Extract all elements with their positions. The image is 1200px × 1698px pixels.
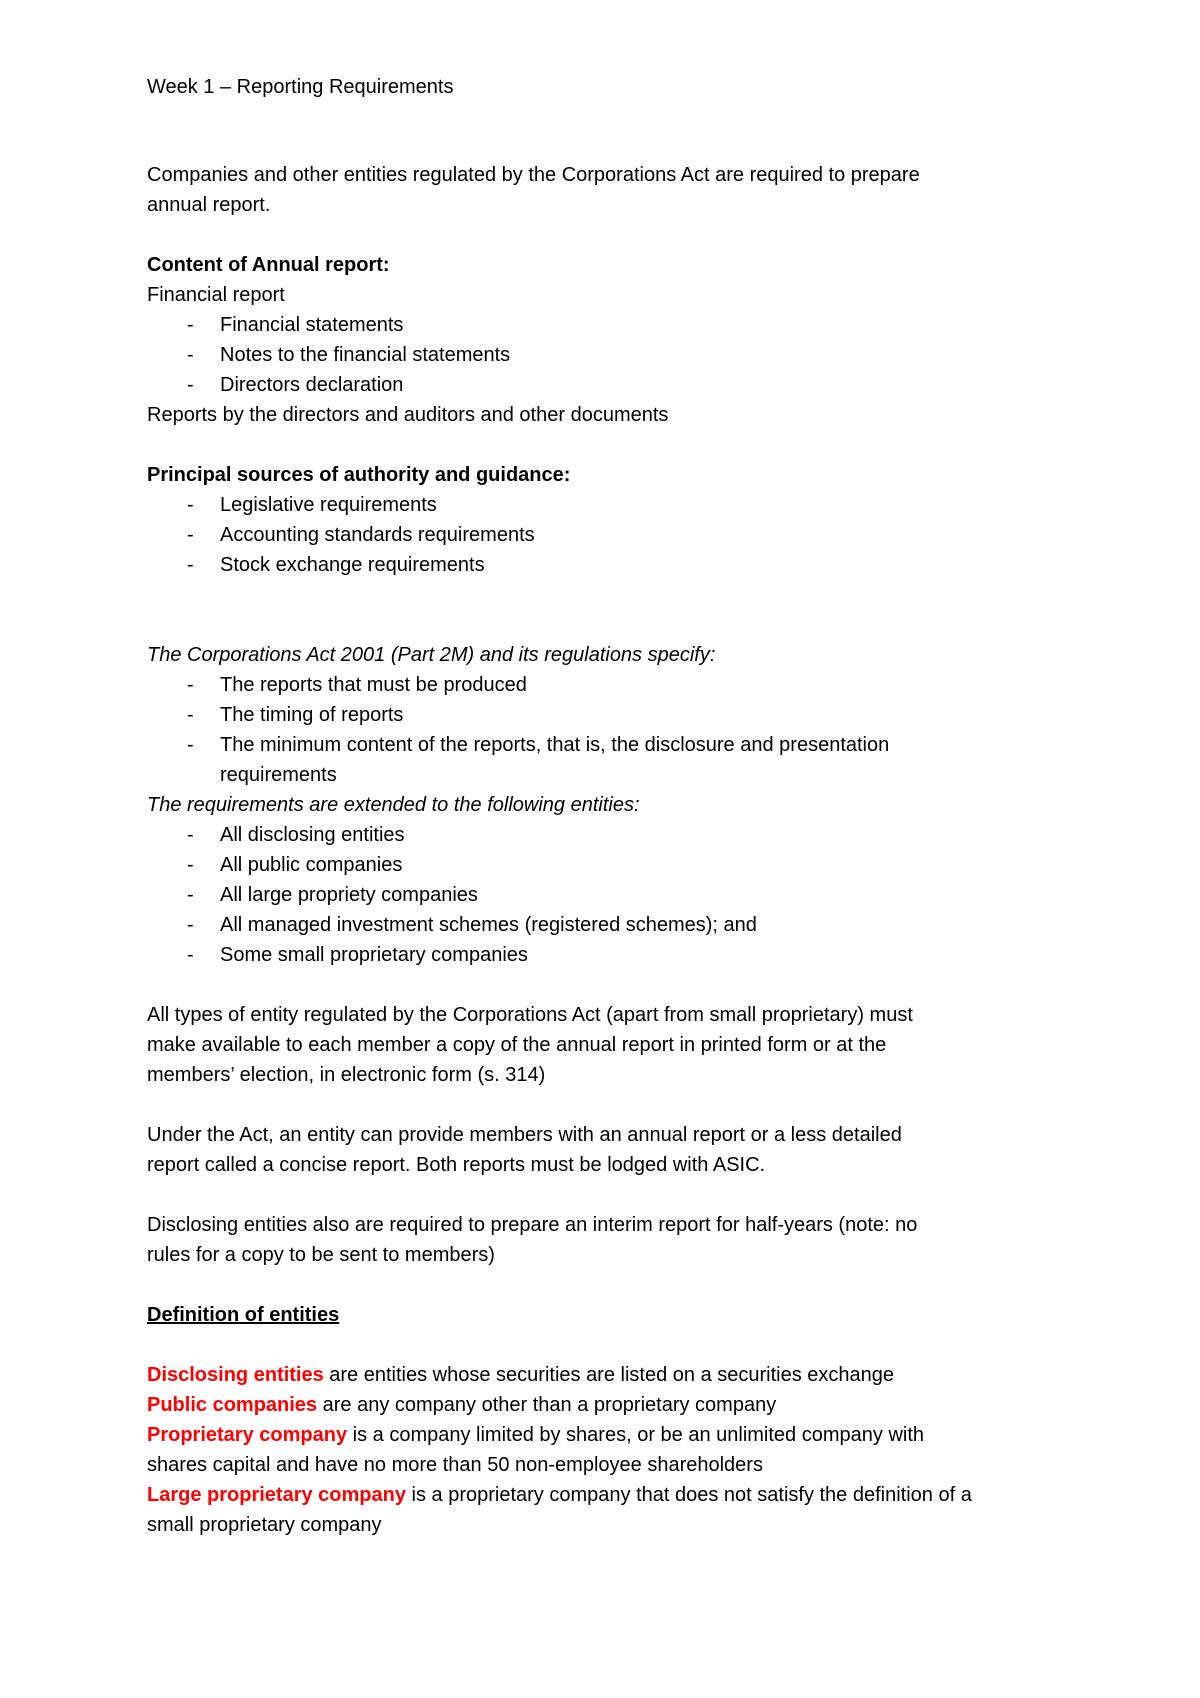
bullet-dash: - (187, 854, 194, 876)
bullet-dash: - (187, 914, 194, 936)
bullet-dash: - (187, 824, 194, 846)
bullet-dash: - (187, 524, 194, 546)
extended-heading: The requirements are extended to the following entities: (147, 794, 640, 816)
bullet-dash: - (187, 494, 194, 516)
intro-line-2: annual report. (147, 194, 271, 216)
paragraph-line: Under the Act, an entity can provide members with an annual report or a less detailed (147, 1124, 902, 1146)
sources-heading: Principal sources of authority and guidance: (147, 464, 571, 486)
definition-term: Public companies (147, 1394, 318, 1416)
bullet-dash: - (187, 884, 194, 906)
bullet-dash: - (187, 704, 194, 726)
bullet-dash: - (187, 734, 194, 756)
definition-text: are any company other than a proprietary company (317, 1394, 777, 1416)
paragraph-line: members’ election, in electronic form (s. 314) (147, 1064, 546, 1086)
definition-continuation: shares capital and have no more than 50 non-employee shareholders (147, 1454, 763, 1476)
bullet-dash: - (187, 674, 194, 696)
definition-term: Disclosing entities (147, 1364, 324, 1386)
paragraph-line: rules for a copy to be sent to members) (147, 1244, 495, 1266)
bullet-dash: - (187, 554, 194, 576)
bullet-dash: - (187, 374, 194, 396)
paragraph-line: All types of entity regulated by the Corporations Act (apart from small proprietary) must (147, 1004, 913, 1026)
reports-line: Reports by the directors and auditors and other documents (147, 404, 669, 426)
paragraph-line: Disclosing entities also are required to prepare an interim report for half-years (note: no (147, 1214, 918, 1236)
definition-text: are entities whose securities are listed on a securities exchange (323, 1364, 895, 1386)
act-heading: The Corporations Act 2001 (Part 2M) and its regulations specify: (147, 644, 716, 666)
financial-report-label: Financial report (147, 284, 285, 306)
document-title: Week 1 – Reporting Requirements (147, 76, 454, 98)
bullet-dash: - (187, 944, 194, 966)
definition-text: is a company limited by shares, or be an unlimited company with (347, 1424, 925, 1446)
definition-term: Large proprietary company (147, 1484, 406, 1506)
bullet-dash: - (187, 344, 194, 366)
definition-disclosing-entities (147, 1360, 894, 1390)
document-page: Week 1 – Reporting Requirements Companies and other entities regulated by the Corporations Act are required to prepare annual report. Content of Annual report: Financial report - Financial statements - Notes to the financial statements - Directors declaration Reports by the directors and auditors and other documents Principal sources of authority and guidance: - Legislative requirements - Accounting standards requirements - Stock exchange requirements The Corporations Act 2001 (Part 2M) and its regulations specify: - The reports that must be produced - The timing of reports - The minimum content of the reports, that is, the disclosure and presentation requirements The requirements are extended to the following entities: - All disclosing entities - All public companies - All large propriety companies - All managed investment schemes (registered schemes); and - Some small proprietary companies All types of entity regulated by the Corporations Act (apart from small proprietary) must make available to each member a copy of the annual report in printed form or at the members’ election, in electronic form (s. 314) Under the Act, an entity can provide members with an annual report or a less detailed report called a concise report. Both reports must be lodged with ASIC. Disclosing entities also are required to prepare an interim report for half-years (note: no rules for a copy to be sent to members) Definition of entities Disclosing entities are entities whose securities are listed on a securities exchange Public companies are any company other than a proprietary company Proprietary company is a company limited by shares, or be an unlimited company with shares capital and have no more than 50 non-employee shareholders Large proprietary company is a proprietary company that does not satisfy the definition of a small proprietary company (0, 0, 1200, 1698)
definition-proprietary-company (147, 1420, 924, 1450)
bullet-dash: - (187, 314, 194, 336)
definition-continuation: small proprietary company (147, 1514, 382, 1536)
definition-term: Proprietary company (147, 1424, 348, 1446)
paragraph-line: make available to each member a copy of the annual report in printed form or at the (147, 1034, 887, 1056)
definition-large-proprietary-company (147, 1480, 972, 1510)
content-heading: Content of Annual report: (147, 254, 390, 276)
paragraph-line: report called a concise report. Both reports must be lodged with ASIC. (147, 1154, 766, 1176)
definition-public-companies (147, 1390, 776, 1420)
intro-line-1: Companies and other entities regulated by the Corporations Act are required to prepare (147, 164, 920, 186)
definition-heading: Definition of entities (147, 1304, 340, 1326)
definition-text: is a proprietary company that does not satisfy the definition of a (405, 1484, 972, 1506)
